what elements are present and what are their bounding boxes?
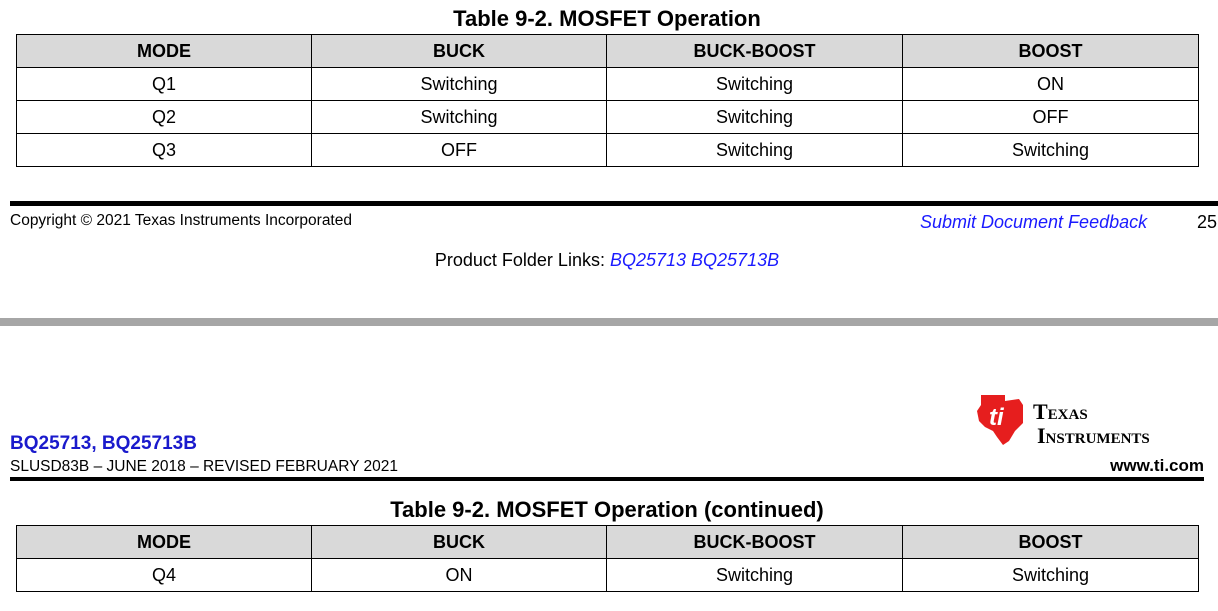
table-row bbox=[17, 559, 1199, 592]
header-cell: MODE bbox=[17, 35, 312, 68]
website-url: www.ti.com bbox=[1110, 456, 1204, 475]
ti-logo bbox=[975, 393, 1207, 447]
table-cell: Q4 bbox=[17, 559, 312, 592]
table-cell: Switching bbox=[312, 68, 607, 101]
table-cell: Q1 bbox=[17, 68, 312, 101]
table-row bbox=[17, 134, 1199, 167]
table-cell: Q3 bbox=[17, 134, 312, 167]
product-folder-label: Product Folder Links: bbox=[434, 250, 605, 270]
header-rule bbox=[10, 477, 1204, 481]
table-title: Table 9-2. MOSFET Operation bbox=[453, 6, 761, 31]
logo-text-instruments: Instruments bbox=[1037, 423, 1150, 448]
header-cell: BUCK bbox=[312, 35, 607, 68]
page-separator bbox=[0, 318, 1218, 326]
table-header-row bbox=[17, 526, 1199, 559]
table-cell: Switching bbox=[903, 134, 1199, 167]
header-cell: BUCK bbox=[312, 526, 607, 559]
table-cell: Switching bbox=[903, 559, 1199, 592]
product-folder-links bbox=[0, 250, 1214, 271]
header-cell: BUCK-BOOST bbox=[607, 35, 903, 68]
table-cell: OFF bbox=[903, 101, 1199, 134]
header-cell: BUCK-BOOST bbox=[607, 526, 903, 559]
table-cell: Q2 bbox=[17, 101, 312, 134]
table-title-continued: Table 9-2. MOSFET Operation (continued) bbox=[390, 497, 824, 522]
mosfet-operation-table-continued bbox=[16, 525, 1199, 592]
table-cell: Switching bbox=[607, 134, 903, 167]
header-cell: BOOST bbox=[903, 35, 1199, 68]
submit-feedback-link[interactable]: Submit Document Feedback bbox=[920, 212, 1148, 232]
ti-state-icon bbox=[975, 393, 1027, 447]
table-cell: Switching bbox=[312, 101, 607, 134]
footer-rule bbox=[10, 201, 1218, 206]
table-row bbox=[17, 68, 1199, 101]
copyright-text: Copyright © 2021 Texas Instruments Incorporated bbox=[10, 212, 352, 229]
header-cell: MODE bbox=[17, 526, 312, 559]
product-link[interactable]: BQ25713 BQ25713B bbox=[609, 250, 780, 270]
mosfet-operation-table bbox=[16, 34, 1199, 167]
document-info: SLUSD83B – JUNE 2018 – REVISED FEBRUARY 2021 bbox=[10, 458, 398, 475]
logo-text-texas: Texas bbox=[1033, 399, 1088, 424]
table-cell: Switching bbox=[607, 68, 903, 101]
table-header-row bbox=[17, 35, 1199, 68]
svg-text:ti: ti bbox=[989, 404, 1004, 431]
part-numbers: BQ25713, BQ25713B bbox=[10, 433, 197, 454]
table-row bbox=[17, 101, 1199, 134]
header-cell: BOOST bbox=[903, 526, 1199, 559]
table-cell: ON bbox=[312, 559, 607, 592]
table-cell: Switching bbox=[607, 559, 903, 592]
table-cell: ON bbox=[903, 68, 1199, 101]
table-cell: OFF bbox=[312, 134, 607, 167]
table-cell: Switching bbox=[607, 101, 903, 134]
page-number: 25 bbox=[1197, 212, 1218, 232]
